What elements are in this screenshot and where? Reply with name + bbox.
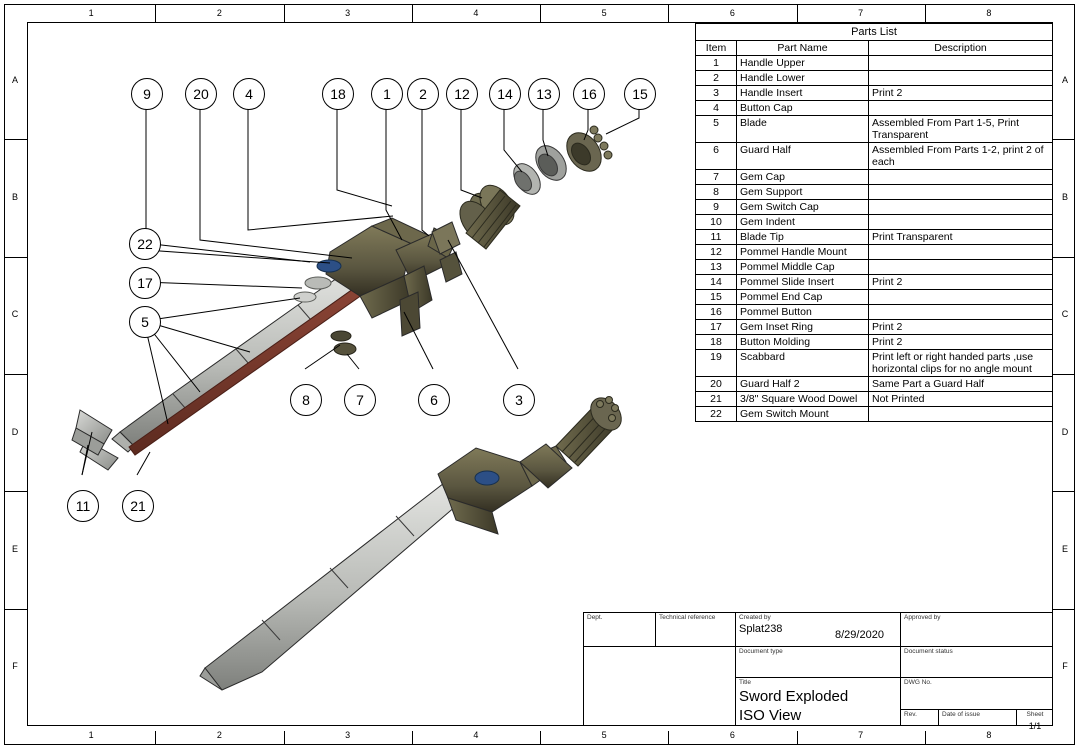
part-name: Button Cap	[737, 101, 869, 116]
part-name: Gem Support	[737, 185, 869, 200]
parts-list-title: Parts List	[696, 24, 1053, 41]
zone-label-top-3: 3	[345, 8, 351, 18]
part-name: Handle Upper	[737, 56, 869, 71]
part-description: Print 2	[869, 275, 1053, 290]
part-name: Blade	[737, 116, 869, 143]
part-description: Assembled From Parts 1-2, print 2 of each	[869, 143, 1053, 170]
part-name: Gem Switch Mount	[737, 407, 869, 422]
balloon-12: 12	[446, 78, 478, 110]
balloon-7: 7	[344, 384, 376, 416]
part-description: Not Printed	[869, 392, 1053, 407]
balloon-6: 6	[418, 384, 450, 416]
zone-label-top-1: 1	[88, 8, 94, 18]
zone-label-bottom-7: 7	[858, 730, 864, 740]
parts-list-header-item: Item	[696, 41, 737, 56]
zone-label-bottom-1: 1	[88, 730, 94, 740]
balloon-9: 9	[131, 78, 163, 110]
part-item-number: 16	[696, 305, 737, 320]
zone-label-top-8: 8	[986, 8, 992, 18]
parts-list-header-name: Part Name	[737, 41, 869, 56]
approved-by-cell: Approved by	[901, 613, 1053, 647]
title-cell: Title Sword Exploded ISO View	[736, 678, 901, 726]
dwg-no-cell: DWG No.	[901, 678, 1053, 710]
part-item-number: 4	[696, 101, 737, 116]
part-item-number: 17	[696, 320, 737, 335]
part-item-number: 10	[696, 215, 737, 230]
part-name: Pommel Middle Cap	[737, 260, 869, 275]
part-name: Pommel Button	[737, 305, 869, 320]
balloon-3: 3	[503, 384, 535, 416]
technical-reference-cell: Technical reference	[656, 613, 736, 647]
part-name: Gem Cap	[737, 170, 869, 185]
part-description: Print 2	[869, 86, 1053, 101]
balloon-18: 18	[322, 78, 354, 110]
part-name: 3/8" Square Wood Dowel	[737, 392, 869, 407]
part-item-number: 14	[696, 275, 737, 290]
part-item-number: 15	[696, 290, 737, 305]
part-name: Gem Switch Cap	[737, 200, 869, 215]
part-name: Scabbard	[737, 350, 869, 377]
part-name: Gem Indent	[737, 215, 869, 230]
parts-list-header-desc: Description	[869, 41, 1053, 56]
part-name: Button Molding	[737, 335, 869, 350]
balloon-20: 20	[185, 78, 217, 110]
zone-label-top-2: 2	[216, 8, 222, 18]
part-name: Handle Insert	[737, 86, 869, 101]
part-item-number: 22	[696, 407, 737, 422]
zone-label-bottom-8: 8	[986, 730, 992, 740]
zone-label-right-D: D	[1061, 426, 1069, 437]
part-item-number: 13	[696, 260, 737, 275]
date-of-issue-cell: Date of issue	[939, 710, 1017, 726]
rev-cell: Rev.	[901, 710, 939, 726]
part-name: Blade Tip	[737, 230, 869, 245]
zone-label-right-A: A	[1061, 74, 1068, 85]
balloon-2: 2	[407, 78, 439, 110]
zone-label-bottom-4: 4	[473, 730, 479, 740]
part-item-number: 7	[696, 170, 737, 185]
balloon-8: 8	[290, 384, 322, 416]
balloon-16: 16	[573, 78, 605, 110]
balloon-5: 5	[129, 306, 161, 338]
zone-label-top-7: 7	[858, 8, 864, 18]
zone-label-right-B: B	[1061, 192, 1068, 202]
part-item-number: 19	[696, 350, 737, 377]
part-item-number: 20	[696, 377, 737, 392]
part-item-number: 1	[696, 56, 737, 71]
zone-label-left-F: F	[12, 661, 18, 672]
part-name: Pommel Slide Insert	[737, 275, 869, 290]
part-item-number: 3	[696, 86, 737, 101]
zone-label-bottom-5: 5	[601, 730, 607, 740]
balloon-4: 4	[233, 78, 265, 110]
zone-label-top-4: 4	[473, 8, 479, 18]
zone-label-top-5: 5	[601, 8, 607, 18]
part-item-number: 2	[696, 71, 737, 86]
part-item-number: 12	[696, 245, 737, 260]
zone-label-bottom-2: 2	[216, 730, 222, 740]
part-description: Print 2	[869, 320, 1053, 335]
part-item-number: 8	[696, 185, 737, 200]
balloon-21: 21	[122, 490, 154, 522]
zone-label-right-C: C	[1061, 309, 1069, 320]
part-name: Gem Inset Ring	[737, 320, 869, 335]
balloon-14: 14	[489, 78, 521, 110]
zone-label-top-6: 6	[729, 8, 735, 18]
part-name: Guard Half 2	[737, 377, 869, 392]
part-name: Pommel Handle Mount	[737, 245, 869, 260]
part-description: Assembled From Part 1-5, Print Transparent	[869, 116, 1053, 143]
zone-label-left-A: A	[11, 74, 18, 85]
balloon-13: 13	[528, 78, 560, 110]
created-by-cell: Created by Splat238	[736, 613, 901, 647]
zone-label-bottom-3: 3	[345, 730, 351, 740]
created-date-cell: 8/29/2020	[835, 629, 884, 641]
zone-label-right-E: E	[1061, 544, 1068, 554]
part-description: Same Part a Guard Half	[869, 377, 1053, 392]
document-status-cell: Document status	[901, 647, 1053, 678]
part-name: Guard Half	[737, 143, 869, 170]
zone-label-left-D: D	[11, 426, 19, 437]
part-name: Pommel End Cap	[737, 290, 869, 305]
zone-label-left-C: C	[11, 309, 19, 320]
part-description: Print 2	[869, 335, 1053, 350]
part-item-number: 5	[696, 116, 737, 143]
part-name: Handle Lower	[737, 71, 869, 86]
part-item-number: 6	[696, 143, 737, 170]
part-item-number: 9	[696, 200, 737, 215]
document-type-cell: Document type	[736, 647, 901, 678]
zone-label-bottom-6: 6	[729, 730, 735, 740]
balloon-17: 17	[129, 267, 161, 299]
zone-label-left-E: E	[11, 544, 18, 554]
part-description: Print left or right handed parts ,use horizontal clips for no angle mount	[869, 350, 1053, 377]
sheet-cell: Sheet 1/1	[1026, 711, 1044, 731]
part-description: Print Transparent	[869, 230, 1053, 245]
balloon-15: 15	[624, 78, 656, 110]
balloon-1: 1	[371, 78, 403, 110]
balloon-22: 22	[129, 228, 161, 260]
part-item-number: 18	[696, 335, 737, 350]
part-item-number: 21	[696, 392, 737, 407]
zone-label-right-F: F	[1062, 661, 1068, 672]
part-item-number: 11	[696, 230, 737, 245]
zone-label-left-B: B	[11, 192, 18, 202]
dept-cell: Dept.	[584, 613, 656, 647]
balloon-11: 11	[67, 490, 99, 522]
